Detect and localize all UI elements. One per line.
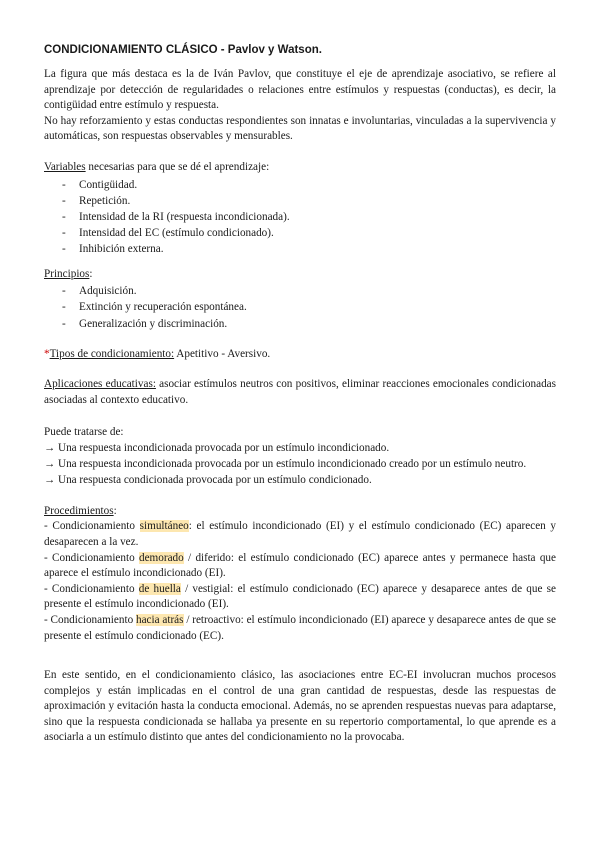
puede-intro: Puede tratarse de: [44,425,124,438]
list-item: - Generalización y discriminación. [62,316,556,332]
aplicaciones-heading: Aplicaciones educativas: [44,378,156,391]
tipos-line [44,347,556,363]
procedimientos-heading: Procedimientos [44,504,114,517]
procedure-suffix: / diferido: el estímulo condicionado (EC) aparece antes y permanece hasta que aparece el estímulo incondicionado (EI). [44,551,556,580]
procedure-highlight: simultáneo [139,520,189,533]
procedure-highlight: demorado [139,551,184,564]
procedimientos-heading-line [44,504,556,520]
intro-paragraph-2: No hay reforzamiento y estas conductas respondientes son innatas e involuntarias, vinculadas a la supervivencia y automáticas, son respuestas observables y mensurables. [44,114,556,143]
procedure-item-demorado [44,551,556,582]
list-item: - Contigüidad. [62,177,556,193]
principios-list [44,283,556,332]
procedimientos-section [44,504,556,644]
procedure-prefix: - Condicionamiento [44,520,140,533]
procedure-suffix: / vestigial: el estímulo condicionado (EC) aparece y desaparece antes de que se presente el estímulo incondicionado (EI). [44,582,556,611]
procedure-item-huella [44,582,556,613]
list-item: - Intensidad del EC (estímulo condicionado). [62,225,556,241]
intro-paragraph-1: La figura que más destaca es la de Iván Pavlov, que constituye el eje de aprendizaje asociativo, se refiere al aprendizaje por detección de regularidades o relaciones entre estímulos y respuestas (conductas), es decir, la contigüidad entre estímulo y respuesta. [44,68,556,112]
procedure-item-simultaneo [44,519,556,550]
variables-heading: Variables [44,160,86,173]
principios-heading: Principios [44,267,90,280]
procedure-prefix: - Condicionamiento [44,613,136,626]
arrow-item: → Una respuesta condicionada provocada por un estímulo condicionado. [44,474,372,487]
variables-heading-rest: necesarias para que se dé el aprendizaje: [85,160,270,173]
tipos-heading: Tipos de condicionamiento: [49,347,175,360]
aplicaciones-section [44,377,556,408]
puede-section [44,424,556,489]
procedure-highlight: de huella [138,582,181,595]
arrow-item: → Una respuesta incondicionada provocada por un estímulo incondicionado. [44,441,390,454]
conclusion-section [44,668,556,746]
procedure-prefix: - Condicionamiento [44,582,139,595]
variables-list [44,177,556,258]
list-item: - Extinción y recuperación espontánea. [62,299,556,315]
list-item: - Adquisición. [62,283,556,299]
procedure-suffix: / retroactivo: el estímulo incondicionado (EI) aparece y desaparece antes de que se presente el estímulo condicionado (EC). [44,613,556,642]
variables-section [44,160,556,258]
procedure-suffix: : el estímulo incondicionado (EI) y el estímulo condicionado (EC) aparecen y desaparecen a la vez. [44,520,556,548]
list-item: - Repetición. [62,193,556,209]
procedimientos-colon: : [113,504,117,517]
principios-colon: : [89,267,93,280]
conclusion-paragraph: En este sentido, en el condicionamiento clásico, las asociaciones entre EC-EI involucran muchos procesos complejos y están implicadas en el control de una gran cantidad de respuestas, desde las respuestas de aproximación y evitación hasta la conducta emocional. Además, no se aprenden respuestas nuevas para adaptarse, sino que la respuesta condicionada se hallaba ya presente en su repertorio comportamental, lo que aprende es a asociarla a un estímulo distinto que antes del condicionamiento no la provocaba. [44,669,556,744]
arrow-item: → Una respuesta incondicionada provocada por un estímulo incondicionado creado por un estímulo neutro. [44,458,527,471]
list-item: - Inhibición externa. [62,241,556,257]
list-item: - Intensidad de la RI (respuesta incondicionada). [62,209,556,225]
aplicaciones-text: asociar estímulos neutros con positivos, eliminar reacciones emocionales condicionadas asociadas al contexto educativo. [44,378,556,406]
procedure-prefix: - Condicionamiento [44,551,139,564]
tipos-section [44,347,556,363]
tipos-value: Apetitivo - Aversivo. [174,347,271,360]
procedure-highlight: hacia atrás [135,613,184,626]
principios-section [44,267,556,332]
principios-heading-line [44,267,556,283]
procedure-item-hacia-atras [44,613,556,644]
document-title: CONDICIONAMIENTO CLÁSICO - Pavlov y Watson. [44,44,322,56]
aplicaciones-paragraph [44,377,556,408]
variables-heading-line [44,160,556,176]
tipos-asterisk: * [44,347,50,360]
